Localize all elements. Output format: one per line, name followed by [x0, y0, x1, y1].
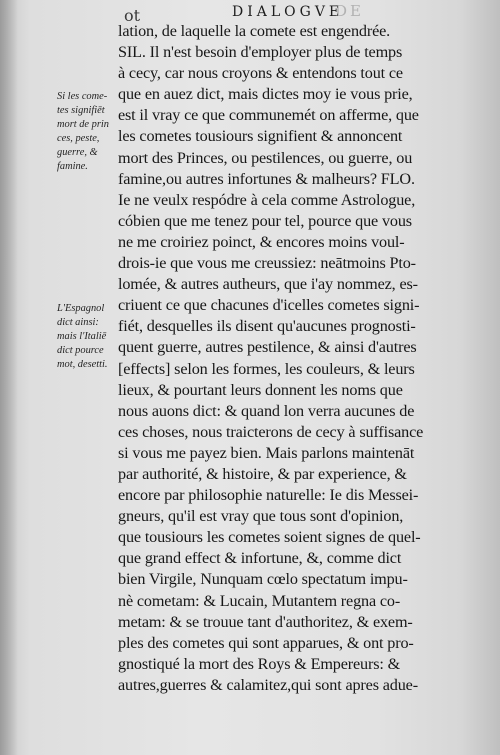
text-line: cóbien que me tenez pour tel, pource que vous: [118, 211, 412, 230]
text-line: SIL. Il n'est besoin d'employer plus de temps: [118, 43, 403, 62]
text-line: metam: & se trouue tant d'authoritez, & exem-: [118, 612, 413, 631]
text-line: ces choses, nous traicterons de cecy à suffisance: [118, 422, 424, 441]
text-line: gnostiqué la mort des Roys & Empereurs: &: [118, 654, 401, 673]
text-line: que grand effect & infortune, &, comme dict: [118, 549, 402, 568]
text-line: encore par philosophie naturelle: Ie dis Messei-: [118, 486, 419, 505]
text-line: lomée, & autres autheurs, que i'ay nommez, es-: [118, 275, 418, 294]
text-line: que tousiours les cometes soient signes de quel-: [118, 528, 421, 547]
text-line: Ie ne veulx respódre à cela comme Astrologue,: [118, 190, 416, 209]
text-line: quent guerre, autres pestilence, & ainsi d'autres: [118, 338, 417, 357]
text-line: lation, de laquelle la comete est engendrée.: [118, 22, 391, 40]
margin-note-line: mort de prin: [57, 119, 109, 130]
text-line: ples des cometes qui sont apparues, & ont pro-: [118, 633, 414, 652]
text-line: que en auez dict, mais dictes moy ie vous prie,: [118, 85, 413, 104]
text-line: mort des Princes, ou pestilences, ou guerre, ou: [118, 148, 413, 167]
text-line: famine,ou autres infortunes & malheurs? FLO.: [118, 169, 415, 188]
margin-note-line: Si les come-: [57, 91, 108, 102]
margin-note-spanish: [57, 302, 121, 372]
gutter-shadow: [0, 0, 18, 755]
margin-note-line: mais l'Italiē: [57, 331, 107, 342]
margin-note-line: dict ainsi:: [57, 317, 99, 328]
main-text-column: [118, 21, 460, 696]
text-line: nè cometam: & Lucain, Mutantem regna co-: [118, 591, 401, 610]
text-line: nous auons dict: & quand lon verra aucunes de: [118, 401, 415, 420]
text-line: [effects] selon les formes, les couleurs, & leurs: [118, 359, 415, 378]
text-line: lieux, & pourtant leurs donnent les noms que: [118, 380, 403, 399]
margin-note-line: L'Espagnol: [57, 303, 105, 314]
text-line: les cometes tousiours signifient & annoncent: [118, 127, 403, 146]
text-line: gneurs, qu'il est vray que tous sont d'opinion,: [118, 507, 404, 526]
text-line: si vous me payez bien. Mais parlons maintenāt: [118, 443, 415, 462]
running-head: DIALOGVE: [232, 4, 344, 20]
margin-note-line: guerre, &: [57, 147, 98, 158]
margin-note-line: tes signifiēt: [57, 105, 105, 116]
text-line: autres,guerres & calamitez,qui sont apres adue-: [118, 675, 418, 694]
text-line: fiét, desquelles ils disent qu'aucunes prognosti-: [118, 317, 416, 336]
margin-note-line: mot, desetti.: [57, 359, 108, 370]
text-line: drois-ie que vous me creussiez: neātmoins Pto-: [118, 254, 416, 273]
text-line: ne me croiriez poinct, & encores moins voul-: [118, 232, 405, 251]
text-line: à cecy, car nous croyons & entendons tout ce: [118, 64, 403, 83]
margin-note-line: dict pource: [57, 345, 104, 356]
text-line: est il vray ce que communemét on afferme, que: [118, 106, 419, 125]
text-line: par authorité, & histoire, & par experience, &: [118, 464, 407, 483]
text-line: criuent ce que chacunes d'icelles cometes signi-: [118, 296, 420, 315]
bleed-through-text: DE: [335, 2, 364, 20]
margin-note-line: famine.: [57, 161, 88, 172]
margin-note-line: ces, peste,: [57, 133, 100, 144]
folio-number: ot: [124, 6, 141, 25]
margin-note-comets: [57, 90, 121, 174]
text-line: bien Virgile, Nunquam cœlo spectatum impu-: [118, 570, 408, 589]
